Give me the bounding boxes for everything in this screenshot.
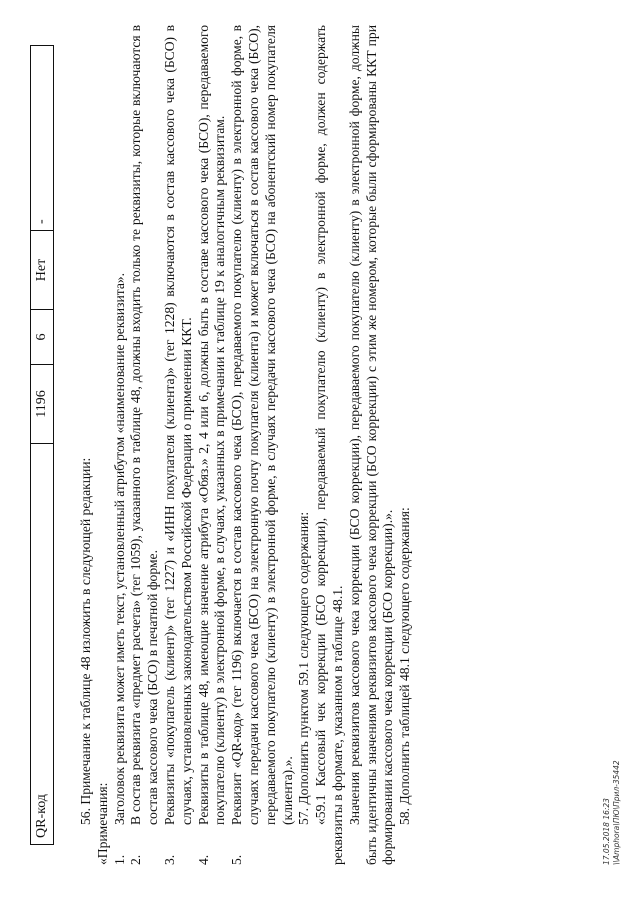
file-stamp: [602, 760, 622, 865]
cell-format: 6: [31, 310, 54, 365]
section-59-1-text: «59.1 Кассовый чек коррекции (БСО коррекции), передаваемый покупателю (клиенту) в электронной форме, должен содержать реквизиты в формате, указанном в таблице 48.1.: [313, 25, 345, 865]
list-item: [162, 25, 196, 865]
list-item: [229, 25, 296, 865]
list-item: [112, 25, 129, 865]
list-item: [128, 25, 162, 865]
table-row: [31, 46, 54, 845]
section-56-title: 56. Примечание к таблице 48 изложить в следующей редакции:: [78, 457, 93, 825]
note-number: 1.: [111, 854, 127, 865]
cell-required: Нет: [31, 231, 54, 310]
stamp-date: 17.05.2018 16:23: [602, 798, 611, 865]
note-number: 4.: [195, 854, 211, 865]
requisite-table: [30, 45, 54, 845]
note-number: 5.: [229, 854, 245, 865]
note-text: Реквизиты в таблице 48, имеющие значение атрибута «Обяз.» 2, 4 или 6, должны быть в составе кассового чека (БСО), передаваемого покупателю (клиенту) в электронной форме, в случаях, указанных в примечании к таблице 19 к аналогичным реквизитам.: [195, 25, 228, 825]
list-item: [196, 25, 230, 865]
section-59-1-values: Значения реквизитов кассового чека коррекции (БСО коррекции), передаваемого покупателю (клиенту) в электронной форме, должны быть идентичны значениям реквизитов кассового чека коррекции (БСО коррекции) с этим же номером, которые были сформированы ККТ при формировании кассового чека коррекции (БСО коррекции).».: [346, 25, 396, 865]
note-number: 2.: [128, 854, 144, 865]
cell-tag: 1196: [31, 365, 54, 444]
notes-list: [112, 25, 297, 865]
cell-requisite-name: QR-код: [31, 444, 54, 845]
section-58-title: 58. Дополнить таблицей 48.1 следующего содержания:: [397, 507, 413, 825]
note-text: Заголовок реквизита может иметь текст, установленный атрибутом «наименование реквизита».: [111, 272, 127, 825]
note-number: 3.: [161, 854, 177, 865]
note-text: Реквизиты «покупатель (клиент)» (тег 1227) и «ИНН покупателя (клиента)» (тег 1228) включаются в состав кассового чека (БСО) в случаях, установленных законодательством Российской Федерации о применении ККТ.: [161, 25, 194, 825]
document-body: [78, 25, 414, 865]
notes-label: «Примечания:: [94, 782, 110, 865]
note-text: В состав реквизита «предмет расчета» (тег 1059), указанного в таблице 48, должны входить только те реквизиты, которые включаются в состав кассового чека (БСО) в печатной форме.: [128, 25, 161, 825]
stamp-path: \\Amphora\ПЮ\Прил-35442: [612, 760, 621, 865]
section-57-title: 57. Дополнить пунктом 59.1 следующего содержания:: [296, 511, 312, 825]
note-text: Реквизит «QR-код» (тег 1196) включается в состав кассового чека (БСО), передаваемого покупателю (клиенту) в электронной форме, в случаях передачи кассового чека (БСО) на электронную почту покупателя (клиента) и может включаться в состав кассового чека (БСО), передаваемого покупателю (клиенту) в электронной форме, в случаях передачи кассового чека (БСО) на абонентский номер покупателя (клиента).».: [229, 25, 295, 825]
cell-note: -: [31, 46, 54, 231]
